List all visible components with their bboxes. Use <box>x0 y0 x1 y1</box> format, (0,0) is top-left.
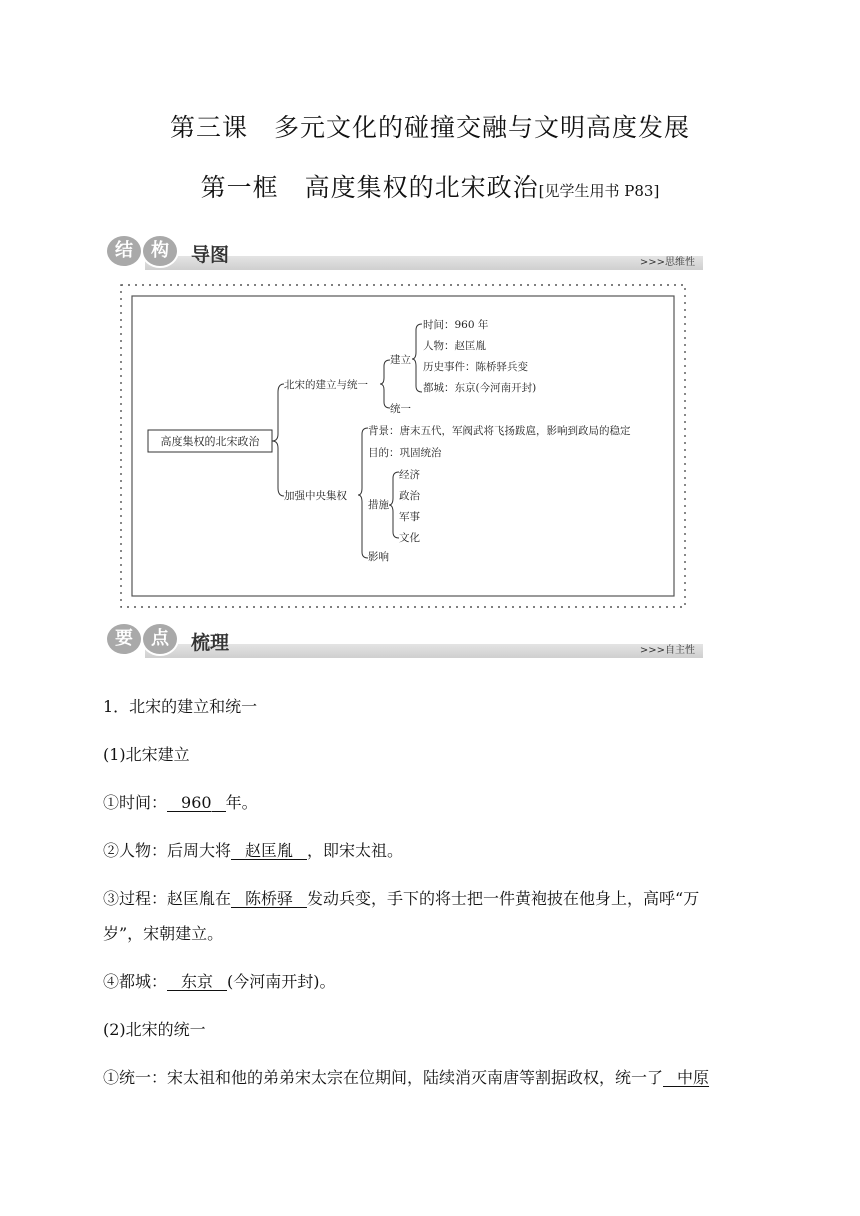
blank-line <box>663 1085 677 1087</box>
b2-measures-label: 措施 <box>368 499 389 511</box>
fill-blank: 中原 <box>677 1068 710 1087</box>
blank-line <box>213 989 227 991</box>
line-capital <box>103 969 336 992</box>
blank-line <box>167 989 181 991</box>
branch2-label: 加强中央集权 <box>284 490 347 502</box>
branch2-brace <box>358 428 368 558</box>
line-time <box>103 790 258 813</box>
subheading-2: (2)北宋的统一 <box>103 1020 206 1039</box>
line-process <box>103 886 699 909</box>
b1-sub1-label: 建立 <box>390 354 411 366</box>
subheading-1: (1)北宋建立 <box>103 745 190 764</box>
banner-bubbles <box>105 234 177 268</box>
mind-map <box>118 282 688 610</box>
main-brace <box>272 384 284 496</box>
structure-map-banner <box>105 234 703 274</box>
line-text: 发动兵变，手下的将士把一件黄袍披在他身上，高呼“万 <box>307 889 700 908</box>
line-text: ，即宋太祖。 <box>307 841 404 860</box>
b2-effect: 影响 <box>368 551 389 563</box>
banner-tag: >>>自主性 <box>639 645 695 656</box>
line-process-cont: 岁”，宋朝建立。 <box>103 924 224 943</box>
lesson-title: 第三课 多元文化的碰撞交融与文明高度发展 <box>169 113 690 142</box>
section-title <box>0 168 860 204</box>
banner-word: 梳理 <box>191 632 230 654</box>
b1-item: 时间：960 年 <box>423 319 489 331</box>
section-title-text: 第一框 高度集权的北宋政治 <box>200 173 539 202</box>
fill-blank: 赵匡胤 <box>245 841 294 860</box>
banner-word: 导图 <box>191 244 230 266</box>
key-points-banner <box>105 622 703 662</box>
line-person <box>103 838 403 861</box>
line-text: ①统一：宋太祖和他的弟弟宋太宗在位期间，陆续消灭南唐等割据政权，统一了 <box>103 1068 664 1087</box>
blank-line <box>231 858 245 860</box>
banner-tag: >>>思维性 <box>639 257 695 268</box>
line-text: ①时间： <box>103 793 168 812</box>
banner-bubble: 要 <box>105 622 143 656</box>
b1-sub1-brace <box>412 324 422 392</box>
b1-item: 人物：赵匡胤 <box>423 340 486 352</box>
blank-line <box>212 810 226 812</box>
mind-map-svg <box>118 282 688 610</box>
line-text: ④都城： <box>103 972 168 991</box>
b1-item: 历史事件：陈桥驿兵变 <box>423 361 528 373</box>
branch1-label: 北宋的建立与统一 <box>284 379 368 391</box>
line-text: ②人物：后周大将 <box>103 841 232 860</box>
banner-bubble: 结 <box>105 234 143 268</box>
line-text: ③过程：赵匡胤在 <box>103 889 232 908</box>
heading-1: 1．北宋的建立和统一 <box>103 697 258 716</box>
b1-item: 都城：东京(今河南开封) <box>423 382 537 394</box>
b2-background: 背景：唐末五代，军阀武将飞扬跋扈，影响到政局的稳定 <box>368 425 631 437</box>
section-ref: [见学生用书 P83] <box>538 182 660 200</box>
blank-line <box>231 906 245 908</box>
banner-bubble: 构 <box>141 234 179 268</box>
branch1-brace <box>380 360 390 408</box>
measures-brace <box>389 472 399 538</box>
b2-goal: 目的：巩固统治 <box>368 447 442 459</box>
banner-bubbles <box>105 622 177 656</box>
line-unify <box>103 1065 709 1088</box>
measure-item: 文化 <box>399 532 420 544</box>
line-text: 年。 <box>225 793 258 812</box>
blank-line <box>293 858 307 860</box>
measure-item: 军事 <box>399 511 420 523</box>
blank-line <box>293 906 307 908</box>
line-text: (今河南开封)。 <box>227 972 336 991</box>
fill-blank: 960 <box>181 793 212 812</box>
measure-item: 经济 <box>399 469 420 481</box>
measure-item: 政治 <box>399 490 420 502</box>
fill-blank: 陈桥驿 <box>245 889 294 908</box>
banner-bubble: 点 <box>141 622 179 656</box>
fill-blank: 东京 <box>181 972 214 991</box>
root-label: 高度集权的北宋政治 <box>160 435 260 448</box>
blank-line <box>167 810 181 812</box>
b1-sub2-label: 统一 <box>390 403 411 415</box>
